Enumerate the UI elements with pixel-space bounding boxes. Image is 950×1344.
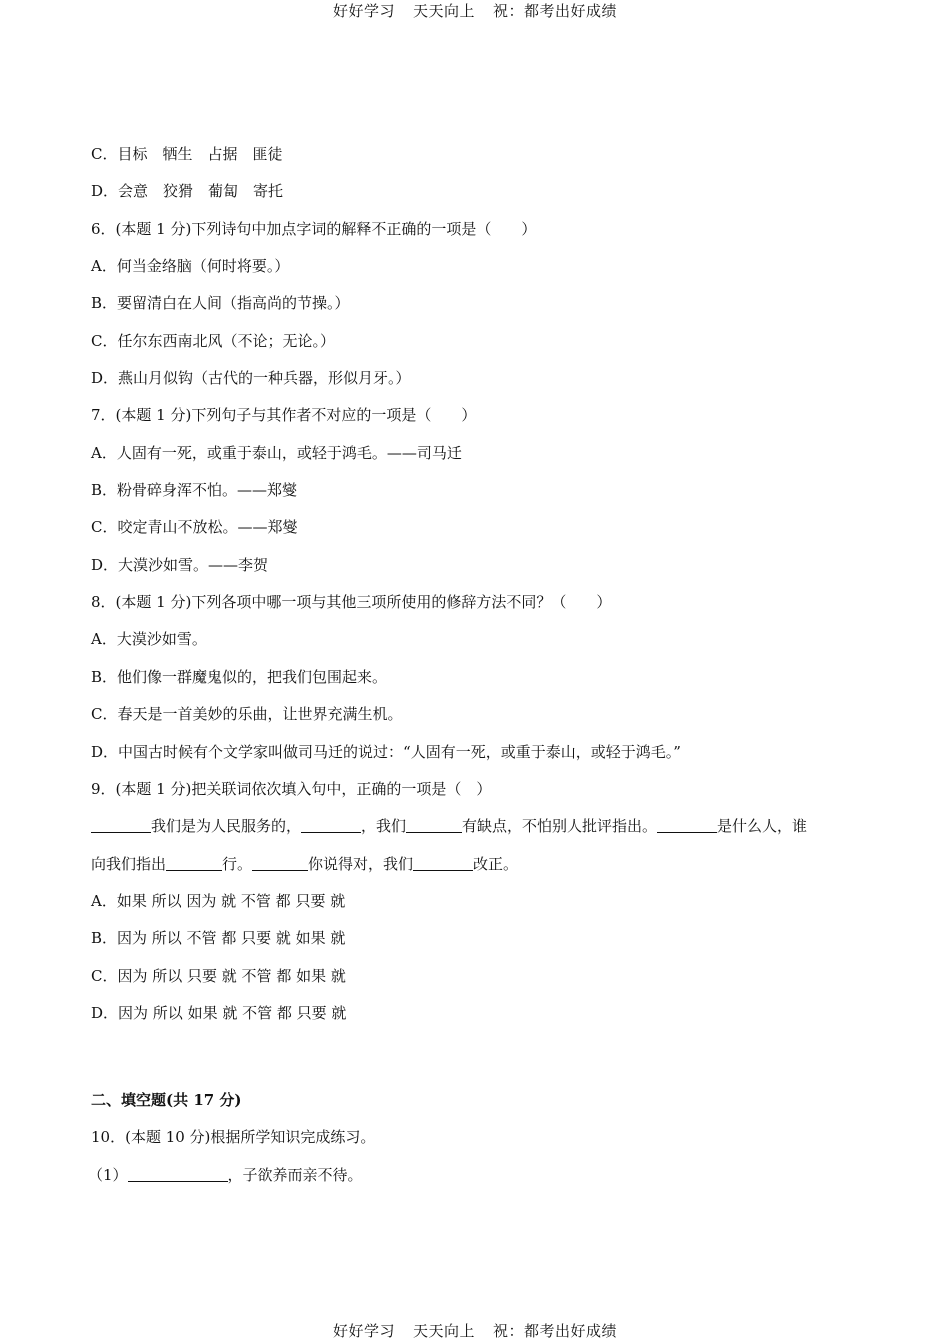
q7-stem: 7．(本题 1 分)下列句子与其作者不对应的一项是（ ） xyxy=(91,406,477,424)
q6-option-c: C．任尔东西南北风（不论；无论。） xyxy=(91,332,335,350)
q9-text: 有缺点，不怕别人批评指出。 xyxy=(462,817,658,835)
q8-option-b: B．他们像一群魔鬼似的，把我们包围起来。 xyxy=(91,668,388,686)
fill-blank xyxy=(252,855,308,871)
q8-option-a: A．大漠沙如雪。 xyxy=(91,630,207,648)
q10-item-text: ，子欲养而亲不待。 xyxy=(227,1166,363,1184)
fill-blank xyxy=(657,817,717,833)
q6-option-d: D．燕山月似钩（古代的一种兵器，形似月牙。） xyxy=(91,369,411,387)
header-motto-1: 好好学习 xyxy=(332,2,395,20)
q9-option-d: D．因为 所以 如果 就 不管 都 只要 就 xyxy=(91,1004,347,1022)
q9-text: 是什么人，谁 xyxy=(717,817,808,835)
q10-item-number: （1） xyxy=(88,1166,128,1184)
q7-option-c: C．咬定青山不放松。——郑燮 xyxy=(91,518,298,536)
q9-text: 改正。 xyxy=(473,855,519,873)
footer-motto-3: 祝：都考出好成绩 xyxy=(493,1322,618,1340)
page-footer xyxy=(0,1320,950,1341)
q10-item-1 xyxy=(88,1164,363,1186)
header-motto-3: 祝：都考出好成绩 xyxy=(493,2,618,20)
q10-stem: 10．(本题 10 分)根据所学知识完成练习。 xyxy=(91,1128,376,1146)
q8-option-c: C．春天是一首美妙的乐曲，让世界充满生机。 xyxy=(91,705,403,723)
q9-passage-line-2 xyxy=(91,853,518,875)
q7-option-b: B．粉骨碎身浑不怕。——郑燮 xyxy=(91,481,298,499)
fill-blank xyxy=(91,817,151,833)
q9-text: ，我们 xyxy=(361,817,407,835)
q7-option-a: A．人固有一死，或重于泰山，或轻于鸿毛。——司马迁 xyxy=(91,444,462,462)
q5-option-c: C．目标 牺生 占据 匪徒 xyxy=(91,145,283,163)
q8-option-d: D．中国古时候有个文学家叫做司马迁的说过：“人固有一死，或重于泰山，或轻于鸿毛。” xyxy=(91,743,681,761)
q5-option-d: D．会意 狡猾 葡匐 寄托 xyxy=(91,182,284,200)
q9-option-a: A．如果 所以 因为 就 不管 都 只要 就 xyxy=(91,892,346,910)
q9-text: 向我们指出 xyxy=(91,855,167,873)
q9-text: 我们是为人民服务的， xyxy=(151,817,302,835)
q9-option-c: C．因为 所以 只要 就 不管 都 如果 就 xyxy=(91,967,346,985)
page-header xyxy=(0,0,950,21)
fill-blank xyxy=(413,855,473,871)
q7-option-d: D．大漠沙如雪。——李贺 xyxy=(91,556,269,574)
q8-stem: 8．(本题 1 分)下列各项中哪一项与其他三项所使用的修辞方法不同？（ ） xyxy=(91,593,612,611)
q6-option-a: A．何当金络脑（何时将要。） xyxy=(91,257,290,275)
footer-motto-1: 好好学习 xyxy=(332,1322,395,1340)
q6-option-b: B．要留清白在人间（指高尚的节操。） xyxy=(91,294,350,312)
fill-blank xyxy=(406,817,462,833)
footer-motto-2: 天天向上 xyxy=(412,1322,475,1340)
q9-text: 你说得对，我们 xyxy=(308,855,414,873)
section-2-title: 二、填空题(共 17 分) xyxy=(91,1091,242,1109)
fill-blank xyxy=(166,855,222,871)
q9-stem: 9．(本题 1 分)把关联词依次填入句中，正确的一项是（ ） xyxy=(91,780,492,798)
fill-blank xyxy=(128,1166,228,1182)
q6-stem: 6．(本题 1 分)下列诗句中加点字词的解释不正确的一项是（ ） xyxy=(91,220,537,238)
fill-blank xyxy=(301,817,361,833)
header-motto-2: 天天向上 xyxy=(412,2,475,20)
q9-text: 行。 xyxy=(222,855,253,873)
q9-passage-line-1 xyxy=(91,815,807,837)
q9-option-b: B．因为 所以 不管 都 只要 就 如果 就 xyxy=(91,929,346,947)
